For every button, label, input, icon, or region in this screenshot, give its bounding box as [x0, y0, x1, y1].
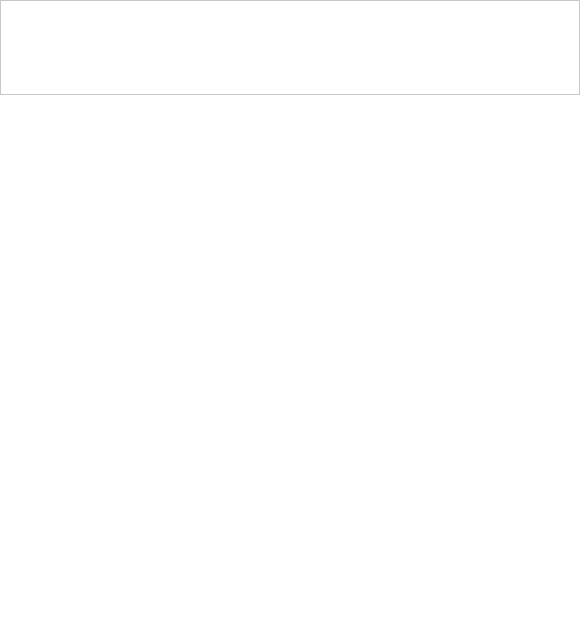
enrollment-table: [0, 0, 580, 95]
province-column-header: [1, 1, 580, 95]
